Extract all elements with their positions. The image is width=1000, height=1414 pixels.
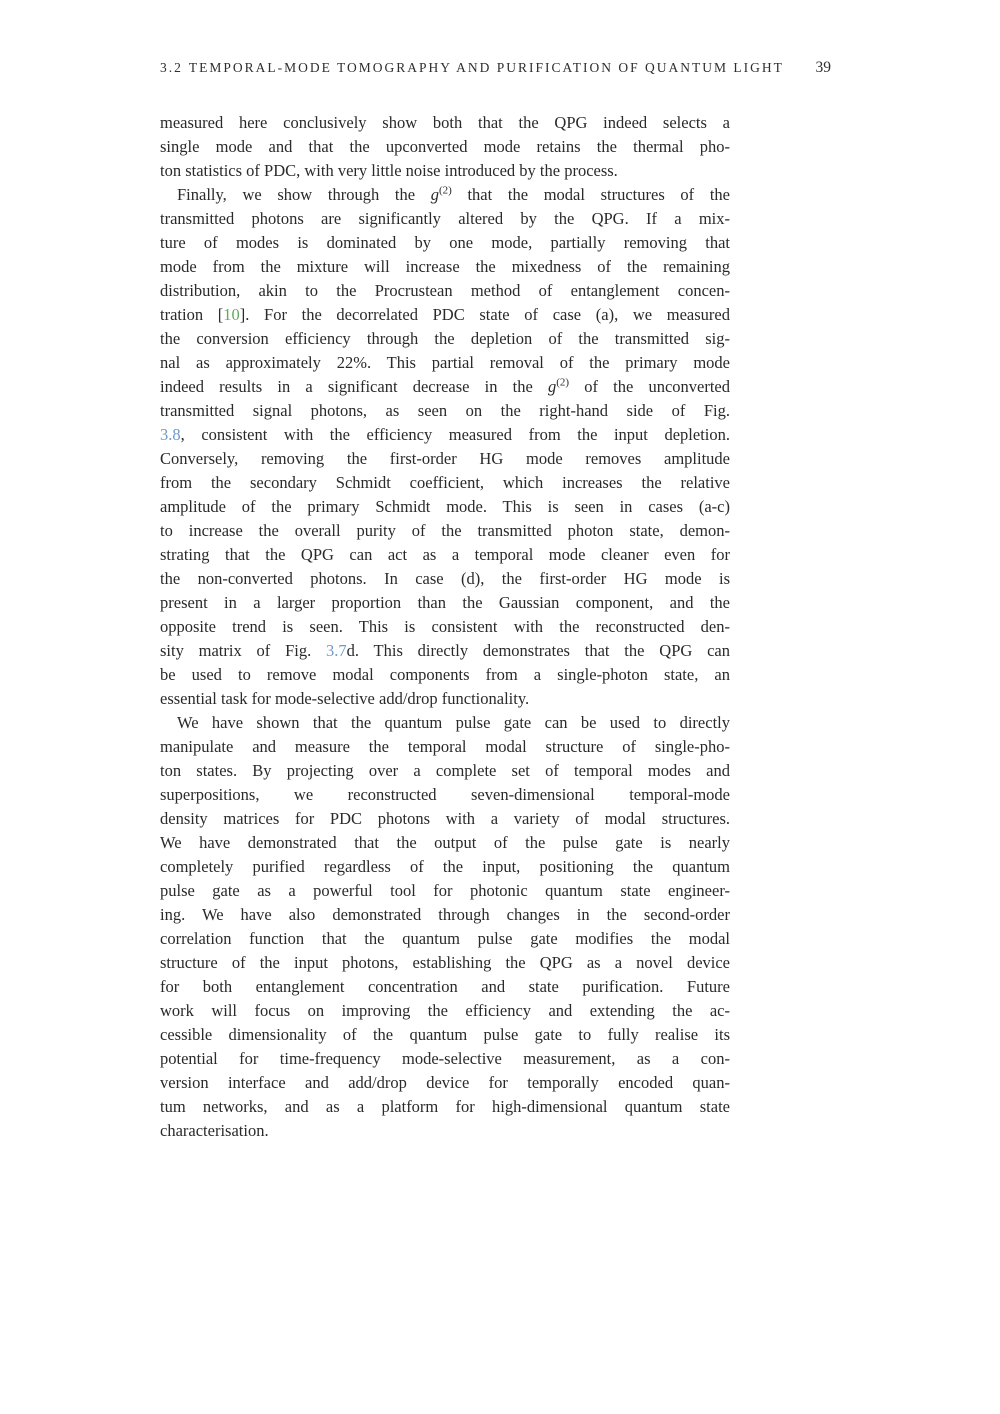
citation-link[interactable]: 10 [223, 305, 240, 324]
text-segment: that the modal structures of the [451, 185, 730, 204]
text-segment: We have shown that the quantum pulse gate can be used to directly [177, 713, 730, 732]
text-line [160, 831, 730, 855]
superscript: (2) [556, 376, 570, 389]
text-line [160, 327, 730, 351]
text-line [160, 1095, 730, 1119]
text-segment: present in a larger proportion than the Gaussian component, and the [160, 593, 730, 612]
superscript: (2) [438, 184, 452, 197]
section-title: TEMPORAL-MODE TOMOGRAPHY AND PURIFICATION OF QUANTUM LIGHT [188, 60, 784, 75]
text-segment: correlation function that the quantum pulse gate modifies the modal [160, 929, 730, 948]
text-segment: manipulate and measure the temporal modal structure of single-pho- [160, 737, 730, 756]
text-segment: ing. We have also demonstrated through changes in the second-order [160, 905, 730, 924]
text-line [160, 999, 730, 1023]
text-segment: sity matrix of Fig. [160, 641, 327, 660]
text-line [160, 687, 730, 711]
text-segment: structure of the input photons, establishing the QPG as a novel device [160, 953, 730, 972]
text-segment: Finally, we show through the [177, 185, 431, 204]
text-segment: version interface and add/drop device for temporally encoded quan- [160, 1073, 730, 1092]
paragraph [160, 111, 730, 183]
text-line [160, 399, 730, 423]
text-segment: d. This directly demonstrates that the QPG can [346, 641, 730, 660]
text-segment: to increase the overall purity of the transmitted photon state, demon- [160, 521, 730, 540]
text-segment: mode from the mixture will increase the mixedness of the remaining [160, 257, 730, 276]
text-segment: potential for time-frequency mode-selective measurement, as a con- [160, 1049, 730, 1068]
math-symbol: g [547, 377, 557, 396]
text-line [160, 951, 730, 975]
text-line [160, 183, 730, 207]
text-line [160, 519, 730, 543]
text-line [160, 351, 730, 375]
text-segment: for both entanglement concentration and state purification. Future [160, 977, 730, 996]
text-segment: indeed results in a significant decrease in the [160, 377, 548, 396]
text-line [160, 447, 730, 471]
text-segment: cessible dimensionality of the quantum pulse gate to fully realise its [160, 1025, 730, 1044]
text-segment: density matrices for PDC photons with a variety of modal structures. [160, 809, 730, 828]
text-line [160, 663, 730, 687]
text-line [160, 735, 730, 759]
body-text [160, 111, 730, 1143]
section-heading [160, 60, 784, 76]
text-segment: the non-converted photons. In case (d), the first-order HG mode is [160, 569, 730, 588]
text-line [160, 807, 730, 831]
text-line [160, 879, 730, 903]
text-segment: superpositions, we reconstructed seven-dimensional temporal-mode [160, 785, 730, 804]
text-line [160, 207, 730, 231]
text-segment: pulse gate as a powerful tool for photonic quantum state engineer- [160, 881, 730, 900]
paragraph [160, 711, 730, 1143]
text-line [160, 375, 730, 399]
text-segment: single mode and that the upconverted mode retains the thermal pho- [160, 137, 730, 156]
text-segment: , consistent with the efficiency measured from the input depletion. [180, 425, 730, 444]
text-line [160, 783, 730, 807]
text-segment: characterisation. [160, 1121, 269, 1140]
text-line [160, 471, 730, 495]
text-line [160, 567, 730, 591]
text-line [160, 927, 730, 951]
figure-reference-link[interactable]: 3.7 [326, 641, 347, 660]
section-number: 3.2 [160, 60, 183, 75]
text-segment: transmitted photons are significantly altered by the QPG. If a mix- [160, 209, 730, 228]
text-line [160, 591, 730, 615]
math-symbol: g [430, 185, 439, 204]
text-line [160, 759, 730, 783]
text-line [160, 231, 730, 255]
text-segment: from the secondary Schmidt coefficient, which increases the relative [160, 473, 730, 492]
text-line [160, 543, 730, 567]
text-line [160, 855, 730, 879]
text-line [160, 303, 730, 327]
text-segment: nal as approximately 22%. This partial removal of the primary mode [160, 353, 730, 372]
text-line [160, 1047, 730, 1071]
text-segment: of the unconverted [569, 377, 730, 396]
text-line [160, 1071, 730, 1095]
text-line [160, 1023, 730, 1047]
text-segment: work will focus on improving the efficiency and extending the ac- [160, 1001, 730, 1020]
text-segment: ton states. By projecting over a complete set of temporal modes and [160, 761, 730, 780]
text-segment: tum networks, and as a platform for high-dimensional quantum state [160, 1097, 730, 1116]
text-segment: ture of modes is dominated by one mode, partially removing that [160, 233, 730, 252]
text-line [160, 495, 730, 519]
figure-reference-link[interactable]: 3.8 [160, 425, 181, 444]
text-line [160, 639, 730, 663]
text-segment: strating that the QPG can act as a temporal mode cleaner even for [160, 545, 730, 564]
text-segment: be used to remove modal components from a single-photon state, an [160, 665, 730, 684]
text-segment: the conversion efficiency through the depletion of the transmitted sig- [160, 329, 730, 348]
paragraph [160, 183, 730, 711]
text-segment: transmitted signal photons, as seen on the right-hand side of Fig. [160, 401, 730, 420]
text-line [160, 135, 730, 159]
text-line [160, 903, 730, 927]
text-line [160, 975, 730, 999]
text-segment: Conversely, removing the first-order HG mode removes amplitude [160, 449, 730, 468]
text-line [160, 255, 730, 279]
text-line [160, 423, 730, 447]
text-segment: amplitude of the primary Schmidt mode. This is seen in cases (a-c) [160, 497, 730, 516]
text-segment: distribution, akin to the Procrustean method of entanglement concen- [160, 281, 730, 300]
text-segment: tration [ [160, 305, 224, 324]
page-number: 39 [815, 59, 831, 76]
text-line [160, 1119, 730, 1143]
text-segment: ]. For the decorrelated PDC state of case (a), we measured [239, 305, 730, 324]
text-segment: We have demonstrated that the output of the pulse gate is nearly [160, 833, 730, 852]
text-line [160, 279, 730, 303]
text-segment: completely purified regardless of the input, positioning the quantum [160, 857, 730, 876]
text-line [160, 159, 730, 183]
text-segment: measured here conclusively show both that the QPG indeed selects a [160, 113, 730, 132]
text-segment: ton statistics of PDC, with very little noise introduced by the process. [160, 161, 618, 180]
page-header [160, 59, 831, 77]
text-segment: essential task for mode-selective add/drop functionality. [160, 689, 530, 708]
text-line [160, 711, 730, 735]
text-line [160, 111, 730, 135]
text-line [160, 615, 730, 639]
text-segment: opposite trend is seen. This is consistent with the reconstructed den- [160, 617, 730, 636]
